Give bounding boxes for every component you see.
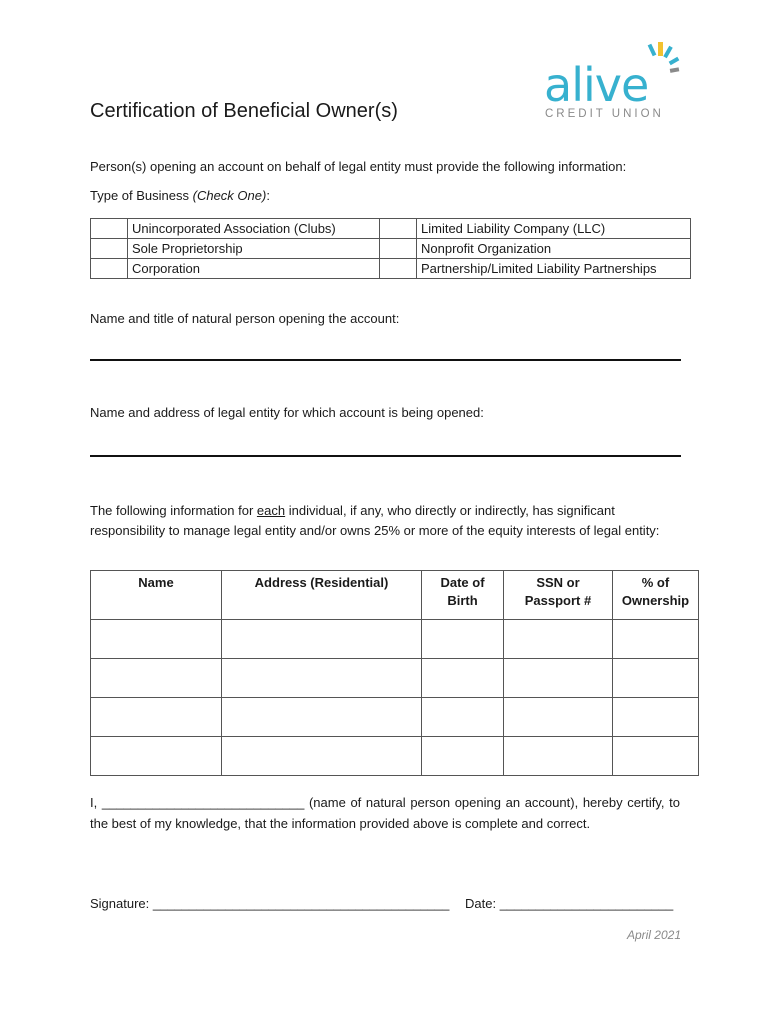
date-field[interactable]: ________________________ <box>499 896 674 911</box>
owner-ssn-cell[interactable] <box>504 620 613 659</box>
business-type-hint: (Check One) <box>192 188 267 203</box>
header-ownership: % of Ownership <box>613 571 699 620</box>
alive-credit-union-logo <box>540 42 690 126</box>
date-label: Date: <box>465 896 500 911</box>
header-name: Name <box>91 571 222 620</box>
owner-name-cell[interactable] <box>91 620 222 659</box>
owners-intro-emph: each <box>256 503 286 518</box>
checkbox-llc[interactable] <box>380 219 417 239</box>
owners-intro <box>90 501 680 540</box>
business-type-row <box>91 219 691 239</box>
option-label: Partnership/Limited Liability Partnerships <box>417 259 691 279</box>
revision-date: April 2021 <box>626 928 681 942</box>
business-type-label-text: Type of Business <box>90 188 193 203</box>
checkbox-unincorporated-association[interactable] <box>91 219 128 239</box>
certification-text: (name of natural person opening an account), hereby certify, to the best of my knowledge, that the information provided above is complete and correct. <box>90 795 680 831</box>
business-type-label <box>90 188 270 203</box>
owners-header-row <box>91 571 699 620</box>
option-label: Limited Liability Company (LLC) <box>417 219 691 239</box>
owners-intro-before: The following information for <box>90 503 257 518</box>
business-type-suffix: : <box>266 188 270 203</box>
owner-address-cell[interactable] <box>222 659 422 698</box>
table-row <box>91 698 699 737</box>
owner-ownership-cell[interactable] <box>613 737 699 776</box>
owner-name-cell[interactable] <box>91 659 222 698</box>
owner-ownership-cell[interactable] <box>613 659 699 698</box>
header-dob: Date of Birth <box>422 571 504 620</box>
owner-dob-cell[interactable] <box>422 620 504 659</box>
option-label: Nonprofit Organization <box>417 239 691 259</box>
owner-ownership-cell[interactable] <box>613 620 699 659</box>
intro-text: Person(s) opening an account on behalf of legal entity must provide the following information: <box>90 159 627 174</box>
checkbox-partnership[interactable] <box>380 259 417 279</box>
date-line <box>465 896 673 911</box>
owner-address-cell[interactable] <box>222 698 422 737</box>
signature-label: Signature: <box>90 896 153 911</box>
certification-statement <box>90 793 680 834</box>
business-type-table <box>90 218 691 279</box>
entity-name-field[interactable] <box>90 455 681 457</box>
option-label: Corporation <box>128 259 380 279</box>
logo-subtitle: CREDIT UNION <box>545 108 664 120</box>
table-row <box>91 659 699 698</box>
checkbox-nonprofit[interactable] <box>380 239 417 259</box>
owners-intro-after: individual, if any, who directly or indirectly, has significant responsibility to manage legal entity and/or owns 25% or more of the equity interests of legal entity: <box>90 503 660 538</box>
owner-dob-cell[interactable] <box>422 698 504 737</box>
checkbox-corporation[interactable] <box>91 259 128 279</box>
owner-ownership-cell[interactable] <box>613 698 699 737</box>
entity-prompt: Name and address of legal entity for which account is being opened: <box>90 405 484 420</box>
owner-ssn-cell[interactable] <box>504 659 613 698</box>
table-row <box>91 737 699 776</box>
person-prompt: Name and title of natural person opening the account: <box>90 311 400 326</box>
table-row <box>91 620 699 659</box>
owner-ssn-cell[interactable] <box>504 698 613 737</box>
logo-wordmark: alive <box>544 58 649 112</box>
option-label: Unincorporated Association (Clubs) <box>128 219 380 239</box>
checkbox-sole-proprietorship[interactable] <box>91 239 128 259</box>
header-ssn: SSN or Passport # <box>504 571 613 620</box>
page-title: Certification of Beneficial Owner(s) <box>90 100 398 122</box>
signature-line <box>90 896 449 911</box>
owner-dob-cell[interactable] <box>422 737 504 776</box>
owner-address-cell[interactable] <box>222 737 422 776</box>
owner-name-cell[interactable] <box>91 737 222 776</box>
owner-ssn-cell[interactable] <box>504 737 613 776</box>
certification-prefix: I, <box>90 795 102 810</box>
owners-table <box>90 570 699 776</box>
business-type-row <box>91 259 691 279</box>
owner-dob-cell[interactable] <box>422 659 504 698</box>
business-type-row <box>91 239 691 259</box>
certification-name-blank[interactable]: ____________________________ <box>101 795 305 810</box>
option-label: Sole Proprietorship <box>128 239 380 259</box>
header-address: Address (Residential) <box>222 571 422 620</box>
owner-name-cell[interactable] <box>91 698 222 737</box>
owner-address-cell[interactable] <box>222 620 422 659</box>
person-name-field[interactable] <box>90 359 681 361</box>
signature-field[interactable]: _________________________________________ <box>152 896 450 911</box>
